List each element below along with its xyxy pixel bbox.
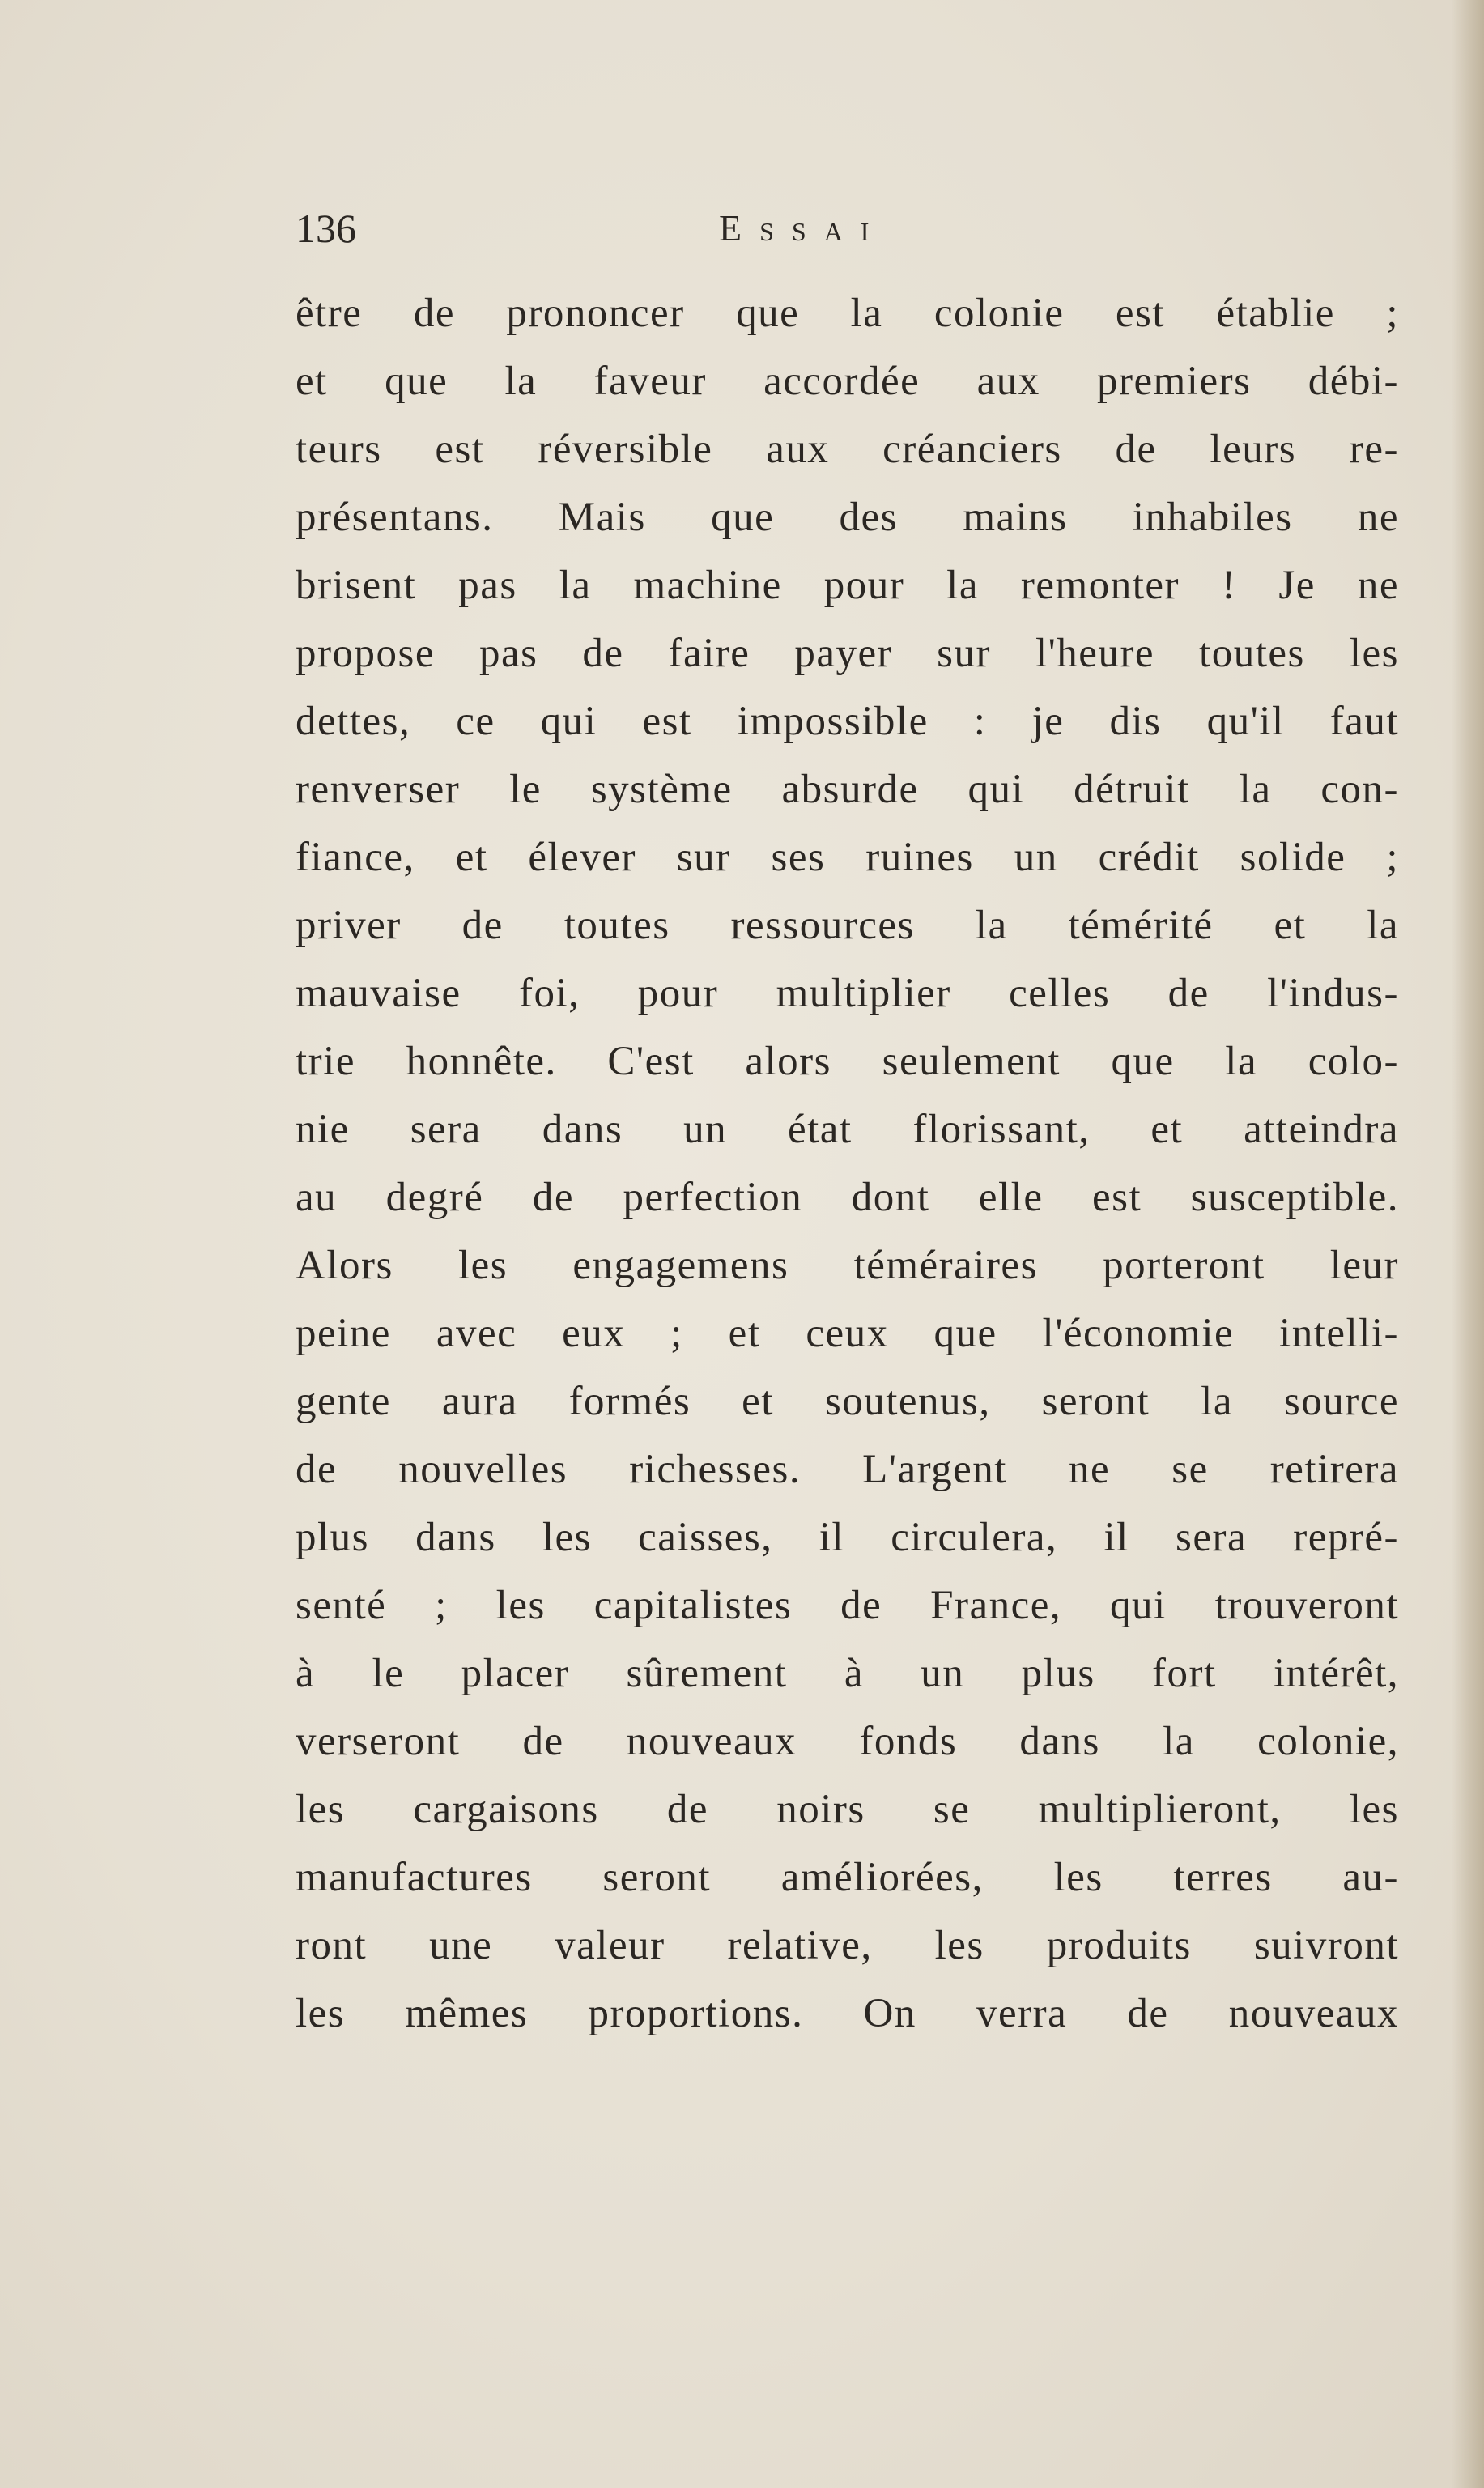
text-line: à le placer sûrement à un plus fort intérêt, [296,1651,1399,1696]
text-line: trie honnête. C'est alors seulement que la colo- [296,1039,1399,1084]
text-line: Alors les engagemens téméraires porteront leur [296,1243,1399,1288]
page-number: 136 [296,206,356,251]
text-line: priver de toutes ressources la témérité et la [296,903,1399,948]
text-line: au degré de perfection dont elle est susceptible. [296,1175,1399,1220]
text-line: et que la faveur accordée aux premiers débi- [296,359,1399,404]
text-line: ront une valeur relative, les produits suivront [296,1923,1399,1968]
text-line: gente aura formés et soutenus, seront la source [296,1379,1399,1424]
text-line: dettes, ce qui est impossible : je dis qu'il faut [296,699,1399,744]
body-text [296,279,1399,2048]
text-line: verseront de nouveaux fonds dans la colonie, [296,1719,1399,1764]
text-line: les mêmes proportions. On verra de nouveaux [296,1991,1399,2036]
text-line: teurs est réversible aux créanciers de leurs re- [296,427,1399,472]
text-line: mauvaise foi, pour multiplier celles de l'indus- [296,971,1399,1016]
text-line: plus dans les caisses, il circulera, il sera repré- [296,1515,1399,1560]
text-line: de nouvelles richesses. L'argent ne se retirera [296,1447,1399,1492]
text-line: senté ; les capitalistes de France, qui trouveront [296,1583,1399,1628]
text-line: propose pas de faire payer sur l'heure toutes les [296,631,1399,676]
text-line: peine avec eux ; et ceux que l'économie intelli- [296,1311,1399,1356]
running-title: Essai [719,207,887,249]
page-edge-shadow [1452,0,1484,2488]
text-line: renverser le système absurde qui détruit la con- [296,767,1399,812]
page-header [296,202,1399,254]
text-line: brisent pas la machine pour la remonter ! Je ne [296,563,1399,608]
text-line: nie sera dans un état florissant, et atteindra [296,1107,1399,1152]
text-line: fiance, et élever sur ses ruines un crédit solide ; [296,835,1399,880]
text-line: être de prononcer que la colonie est établie ; [296,291,1399,336]
text-line: manufactures seront améliorées, les terres au- [296,1855,1399,1900]
text-line: les cargaisons de noirs se multiplieront, les [296,1787,1399,1832]
text-line: présentans. Mais que des mains inhabiles ne [296,495,1399,540]
